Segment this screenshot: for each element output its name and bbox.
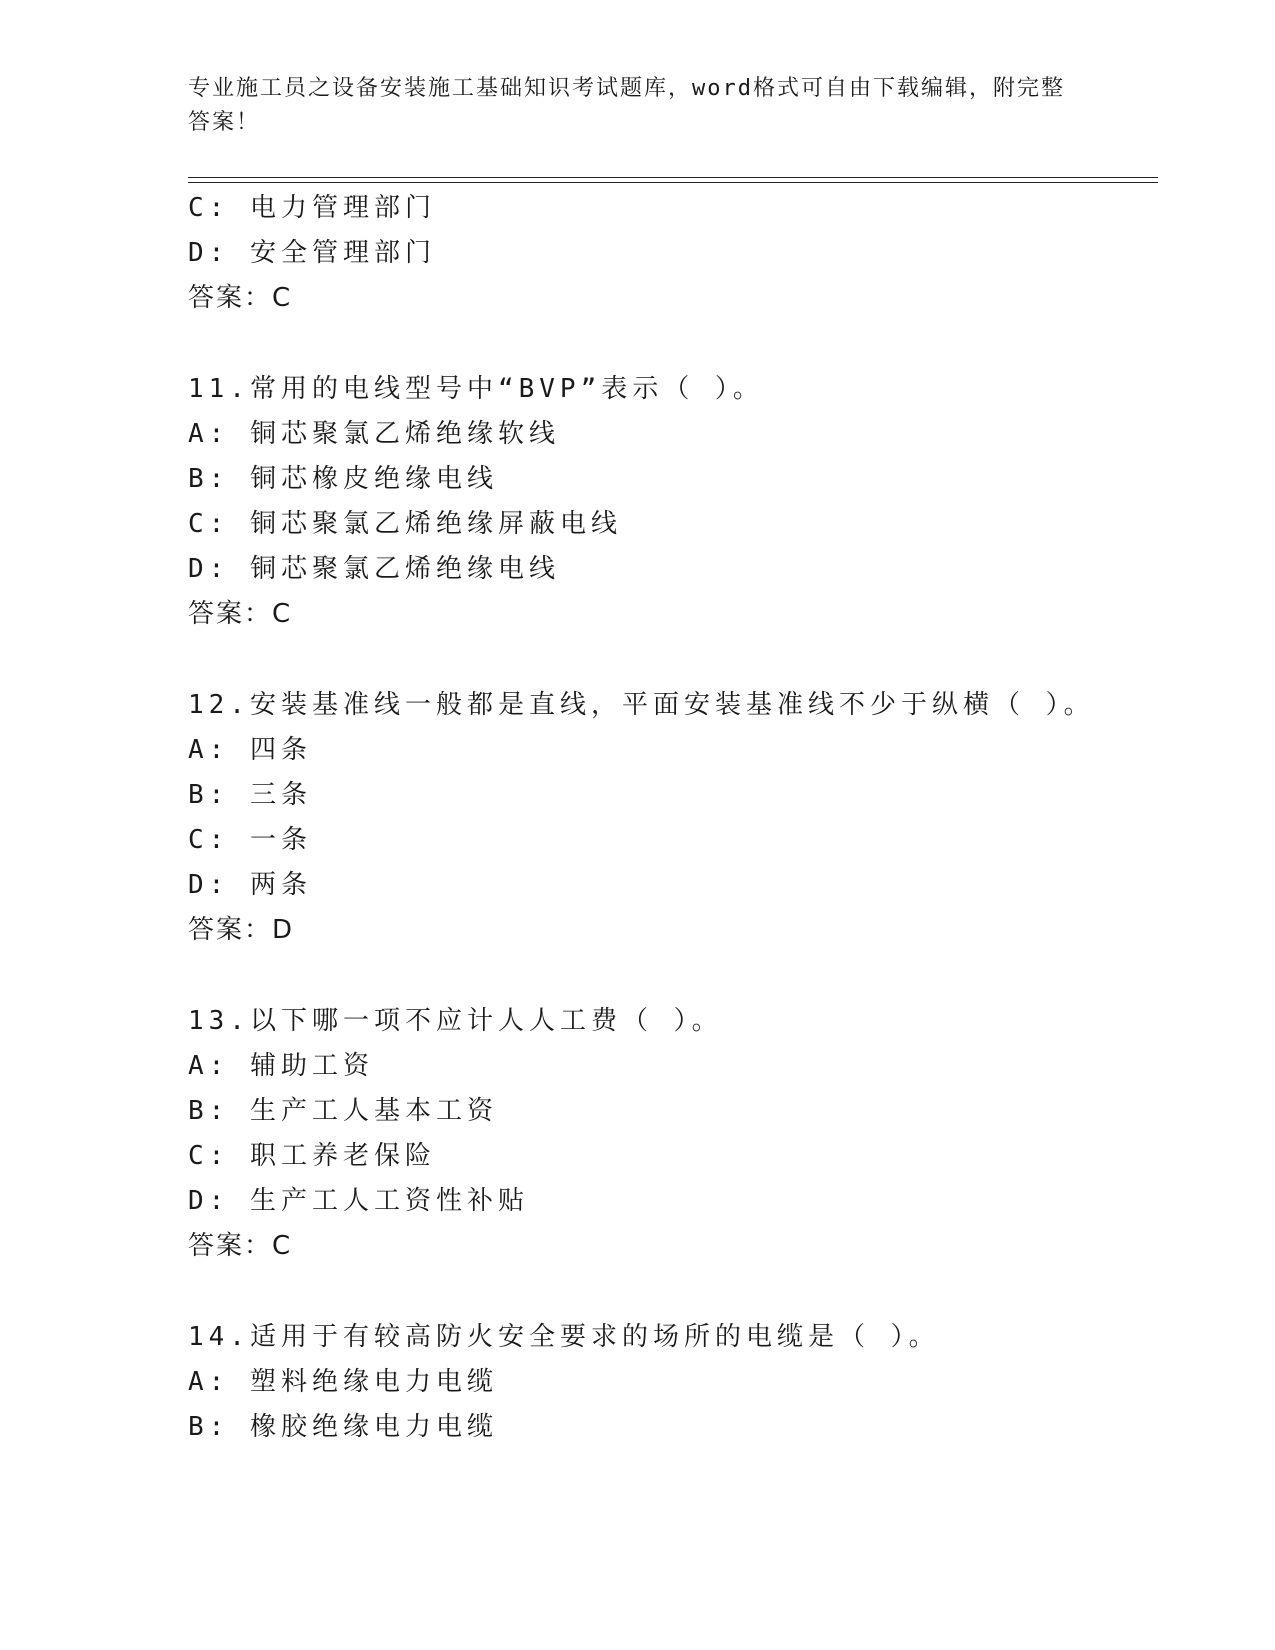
option-d: D: 铜芯聚氯乙烯绝缘电线: [188, 554, 560, 584]
option-d: D: 安全管理部门: [188, 238, 436, 268]
option-c: C: 一条: [188, 825, 312, 855]
answer: 答案：C: [188, 599, 293, 629]
option-b: B: 生产工人基本工资: [188, 1096, 498, 1126]
option-d: D: 生产工人工资性补贴: [188, 1186, 529, 1216]
option-c: C: 职工养老保险: [188, 1141, 436, 1171]
option-b: B: 橡胶绝缘电力电缆: [188, 1412, 498, 1442]
question-stem: 13.以下哪一项不应计人人工费（ ）。: [188, 1006, 723, 1036]
answer: 答案：C: [188, 283, 293, 313]
question-stem: 14.适用于有较高防火安全要求的场所的电缆是（ ）。: [188, 1322, 940, 1352]
option-a: A: 塑料绝缘电力电缆: [188, 1367, 498, 1397]
header-rule-bottom: [188, 182, 1158, 183]
option-c: C: 电力管理部门: [188, 193, 436, 223]
option-b: B: 铜芯橡皮绝缘电线: [188, 464, 498, 494]
option-a: A: 四条: [188, 735, 312, 765]
document-header: 专业施工员之设备安装施工基础知识考试题库，word格式可自由下载编辑，附完整答案！: [188, 76, 1065, 135]
option-a: A: 铜芯聚氯乙烯绝缘软线: [188, 419, 560, 449]
answer: 答案：D: [188, 915, 295, 945]
question-stem: 12.安装基准线一般都是直线，平面安装基准线不少于纵横（ ）。: [188, 690, 1095, 720]
option-a: A: 辅助工资: [188, 1051, 374, 1081]
answer: 答案：C: [188, 1231, 293, 1261]
option-c: C: 铜芯聚氯乙烯绝缘屏蔽电线: [188, 509, 622, 539]
header-rule-top: [188, 177, 1158, 178]
option-b: B: 三条: [188, 780, 312, 810]
option-d: D: 两条: [188, 870, 312, 900]
question-stem: 11.常用的电线型号中“BVP”表示（ ）。: [188, 374, 764, 404]
